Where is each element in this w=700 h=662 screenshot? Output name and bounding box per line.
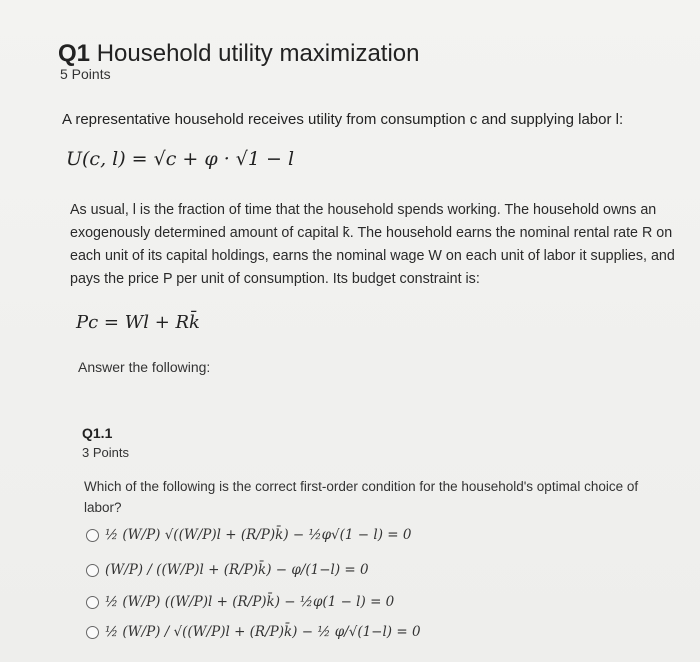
utility-equation: U(c, l) = √c + φ · √1 − l xyxy=(66,148,295,170)
option-2[interactable] xyxy=(86,562,369,578)
option-1[interactable] xyxy=(86,527,411,543)
radio-button[interactable] xyxy=(86,596,99,609)
answer-prompt: Answer the following: xyxy=(78,359,211,375)
radio-button[interactable] xyxy=(86,529,99,542)
subquestion-number: Q1.1 xyxy=(82,425,113,441)
option-3-label: ½ (W/P) ((W/P)l + (R/P)k̄) − ½φ(1 − l) = 0 xyxy=(105,594,395,610)
radio-button[interactable] xyxy=(86,564,99,577)
radio-button[interactable] xyxy=(86,626,99,639)
subquestion-prompt: Which of the following is the correct first-order condition for the household's optimal choice of labor? xyxy=(84,479,639,515)
question-points: 5 Points xyxy=(60,66,111,82)
subquestion-points: 3 Points xyxy=(82,445,129,460)
option-3[interactable] xyxy=(86,594,394,610)
option-4[interactable] xyxy=(86,624,421,640)
option-1-label: ½ (W/P) √((W/P)l + (R/P)k̄) − ½φ√(1 − l) = 0 xyxy=(105,527,412,543)
option-4-label: ½ (W/P) / √((W/P)l + (R/P)k̄) − ½ φ/√(1−l) = 0 xyxy=(105,624,421,640)
budget-equation: Pc = Wl + Rk̄ xyxy=(76,312,200,333)
option-2-label: (W/P) / ((W/P)l + (R/P)k̄) − φ/(1−l) = 0 xyxy=(105,562,369,578)
question-paragraph: As usual, l is the fraction of time that the household spends working. The household owns an exogenously determined amount of capital k̄. The household earns the nominal rental rate R on each unit of its capital holdings, earns the nominal wage W on each unit of labor it supplies, and pays the price P per unit of consumption. Its budget constraint is: xyxy=(70,202,675,287)
question-intro: A representative household receives utility from consumption c and supplying labor l: xyxy=(62,111,624,128)
question-title xyxy=(58,40,420,68)
question-title-text: Household utility maximization xyxy=(96,40,420,67)
question-number: Q1 xyxy=(58,40,91,67)
